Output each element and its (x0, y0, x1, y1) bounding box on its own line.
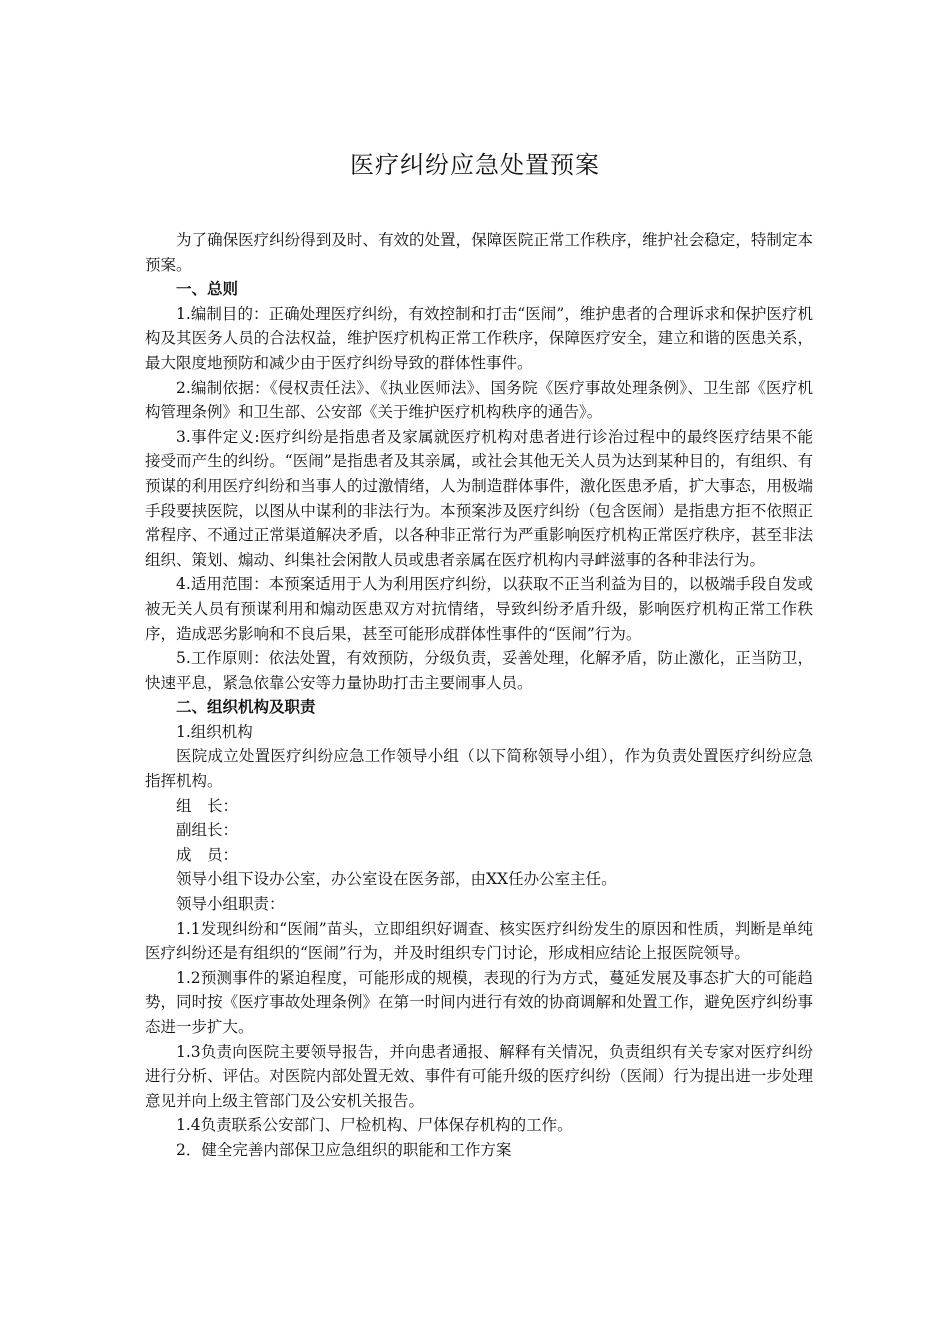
paragraph: 副组长： (176, 821, 239, 840)
paragraph: 1.编制目的：正确处理医疗纠纷，有效控制和打击“医闹”，维护患者的合理诉求和保护医疗机构及其医务人员的合法权益，维护医疗机构正常工作秩序，保障医疗安全，建立和谐的医患关系，最大限度地预防和减少由于医疗纠纷导致的群体性事件。 (145, 304, 813, 372)
paragraph: 1.2预测事件的紧迫程度，可能形成的规模，表现的行为方式，蔓延发展及事态扩大的可能趋势，同时按《医疗事故处理条例》在第一时间内进行有效的协商调解和处置工作，避免医疗纠纷事态进一步扩大。 (145, 968, 813, 1036)
paragraph: 领导小组下设办公室，办公室设在医务部，由XX任办公室主任。 (176, 870, 617, 889)
paragraph: 成 员： (176, 845, 239, 864)
paragraph: 3.事件定义:医疗纠纷是指患者及家属就医疗机构对患者进行诊治过程中的最终医疗结果不能接受而产生的纠纷。“医闹”是指患者及其亲属，或社会其他无关人员为达到某种目的，有组织、有预谋的利用医疗纠纷和当事人的过激情绪，人为制造群体事件，激化医患矛盾，扩大事态，用极端手段要挟医院，以图从中谋利的非法行为。本预案涉及医疗纠纷（包含医闹）是指患方拒不依照正常程序、不通过正常渠道解决矛盾，以各种非正常行为严重影响医疗机构正常医疗秩序，甚至非法组织、策划、煽动、纠集社会闲散人员或患者亲属在医疗机构内寻衅滋事的各种非法行为。 (145, 427, 813, 569)
paragraph: 1.组织机构 (176, 722, 253, 741)
paragraph: 1.4负责联系公安部门、尸检机构、尸体保存机构的工作。 (176, 1116, 573, 1135)
paragraph: 1.3负责向医院主要领导报告，并向患者通报、解释有关情况，负责组织有关专家对医疗纠纷进行分析、评估。对医院内部处置无效、事件有可能升级的医疗纠纷（医闹）行为提出进一步处理意见并向上级主管部门及公安机关报告。 (145, 1042, 813, 1110)
paragraph: 组 长： (176, 796, 239, 815)
paragraph: 领导小组职责： (176, 895, 285, 914)
document-body (145, 228, 813, 1163)
paragraph: 为了确保医疗纠纷得到及时、有效的处置，保障医院正常工作秩序，维护社会稳定，特制定本预案。 (145, 231, 813, 274)
paragraph: 2．健全完善内部保卫应急组织的职能和工作方案 (176, 1140, 512, 1159)
paragraph: 医院成立处置医疗纠纷应急工作领导小组（以下简称领导小组），作为负责处置医疗纠纷应急指挥机构。 (145, 747, 813, 791)
paragraph: 4.适用范围：本预案适用于人为利用医疗纠纷，以获取不正当利益为目的，以极端手段自发或被无关人员有预谋利用和煽动医患双方对抗情绪，导致纠纷矛盾升级，影响医疗机构正常工作秩序，造成恶劣影响和不良后果，甚至可能形成群体性事件的“医闹”行为。 (145, 575, 813, 643)
paragraph: 2.编制依据：《侵权责任法》、《执业医师法》、国务院《医疗事故处理条例》、卫生部《医疗机构管理条例》和卫生部、公安部《关于维护医疗机构秩序的通告》。 (145, 378, 813, 422)
paragraph: 1.1发现纠纷和“医闹”苗头，立即组织好调查、核实医疗纠纷发生的原因和性质，判断是单纯医疗纠纷还是有组织的“医闹”行为，并及时组织专门讨论，形成相应结论上报医院领导。 (145, 919, 813, 963)
section-heading: 一、总则 (176, 279, 239, 299)
document-title: 医疗纠纷应急处置预案 (350, 151, 600, 180)
paragraph: 5.工作原则：依法处置，有效预防，分级负责，妥善处理，化解矛盾，防止激化，正当防卫，快速平息，紧急依靠公安等力量协助打击主要闹事人员。 (145, 649, 813, 692)
section-heading: 二、组织机构及职责 (176, 697, 316, 717)
